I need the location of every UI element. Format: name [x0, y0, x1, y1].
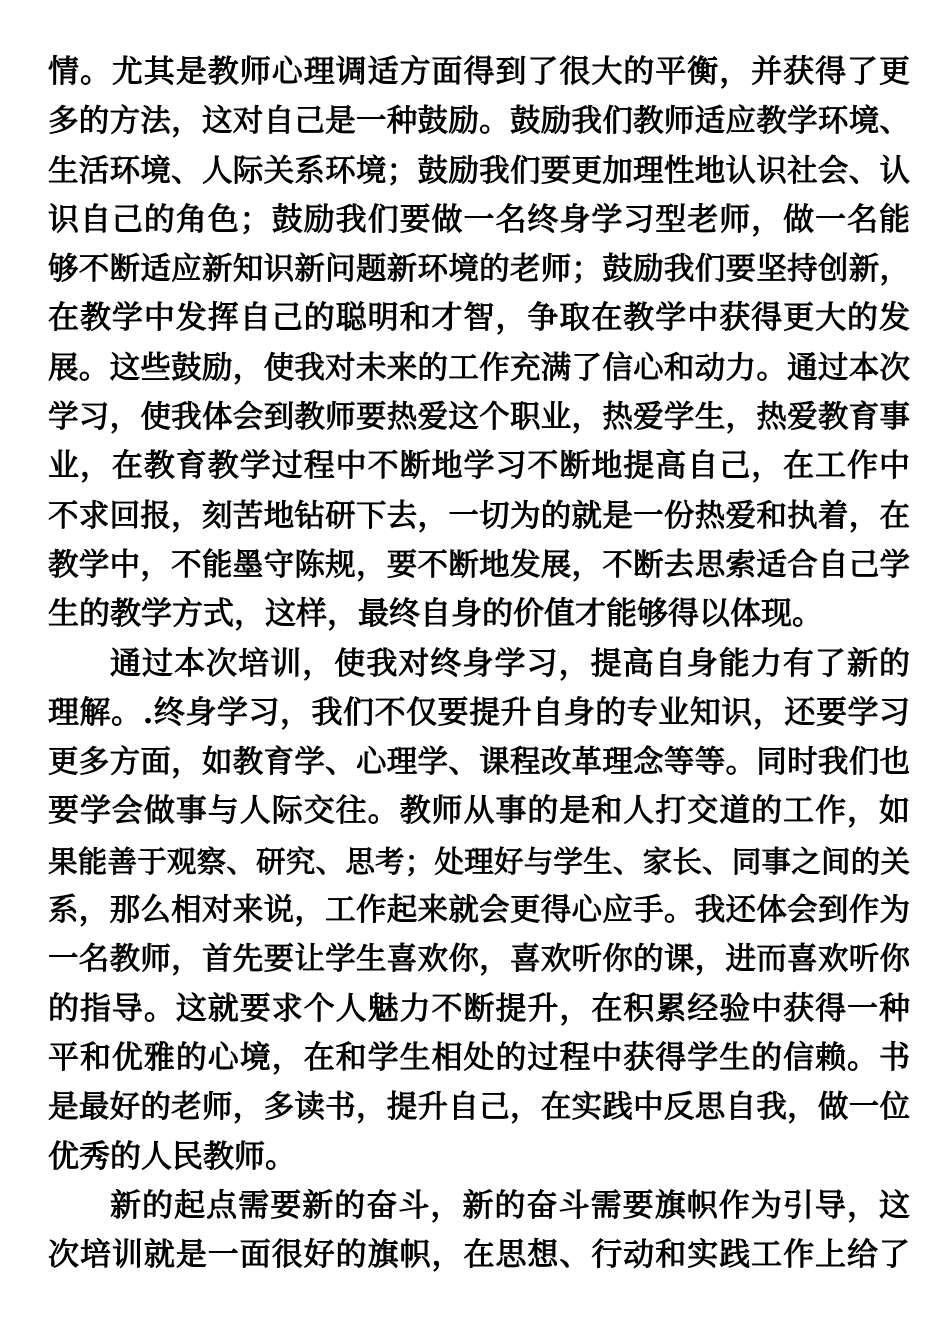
text-line: 生活环境、人际关系环境；鼓励我们要更加理性地认识社会、认 — [48, 152, 910, 189]
text-line: 一名教师，首先要让学生喜欢你，喜欢听你的课，进而喜欢听你 — [48, 941, 910, 978]
text-line: 学习，使我体会到教师要热爱这个职业，热爱学生，热爱教育事 — [48, 399, 910, 436]
paragraph-end-line: 优秀的人民教师。 — [48, 1138, 296, 1175]
text-line: 多的方法，这对自己是一种鼓励。鼓励我们教师适应教学环境、 — [48, 103, 910, 140]
paragraph-start-line: 新的起点需要新的奋斗，新的奋斗需要旗帜作为引导，这 — [110, 1187, 910, 1224]
text-line: 不求回报，刻苦地钻研下去，一切为的就是一份热爱和执着，在 — [48, 497, 910, 534]
text-line: 要学会做事与人际交往。教师从事的是和人打交道的工作，如 — [48, 793, 910, 830]
text-line: 情。尤其是教师心理调适方面得到了很大的平衡，并获得了更 — [48, 54, 910, 90]
text-line: 次培训就是一面很好的旗帜，在思想、行动和实践工作上给了 — [48, 1237, 910, 1274]
text-line: 识自己的角色；鼓励我们要做一名终身学习型老师，做一名能 — [48, 201, 910, 238]
text-line: 够不断适应新知识新问题新环境的老师；鼓励我们要坚持创新， — [48, 251, 910, 288]
paragraph-start-line: 通过本次培训，使我对终身学习，提高自身能力有了新的 — [110, 645, 910, 682]
text-line: 系，那么相对来说，工作起来就会更得心应手。我还体会到作为 — [48, 892, 910, 929]
text-line: 展。这些鼓励，使我对未来的工作充满了信心和动力。通过本次 — [48, 349, 910, 386]
text-line: 的指导。这就要求个人魅力不断提升，在积累经验中获得一种 — [48, 990, 910, 1027]
text-line: 在教学中发挥自己的聪明和才智，争取在教学中获得更大的发 — [48, 300, 910, 337]
text-line: 更多方面，如教育学、心理学、课程改革理念等等。同时我们也 — [48, 744, 910, 781]
text-line: 平和优雅的心境，在和学生相处的过程中获得学生的信赖。书 — [48, 1039, 910, 1076]
text-line: 是最好的老师，多读书，提升自己，在实践中反思自我，做一位 — [48, 1089, 910, 1126]
text-line: 果能善于观察、研究、思考；处理好与学生、家长、同事之间的关 — [48, 843, 910, 879]
text-line: 理解。.终身学习，我们不仅要提升自身的专业知识，还要学习 — [48, 694, 910, 731]
text-line: 教学中，不能墨守陈规，要不断地发展，不断去思索适合自己学 — [48, 546, 910, 583]
body-text — [48, 48, 910, 1280]
paragraph-end-line: 生的教学方式，这样，最终自身的价值才能够得以体现。 — [48, 596, 823, 633]
text-line: 业，在教育教学过程中不断地学习不断地提高自己，在工作中 — [48, 448, 910, 485]
